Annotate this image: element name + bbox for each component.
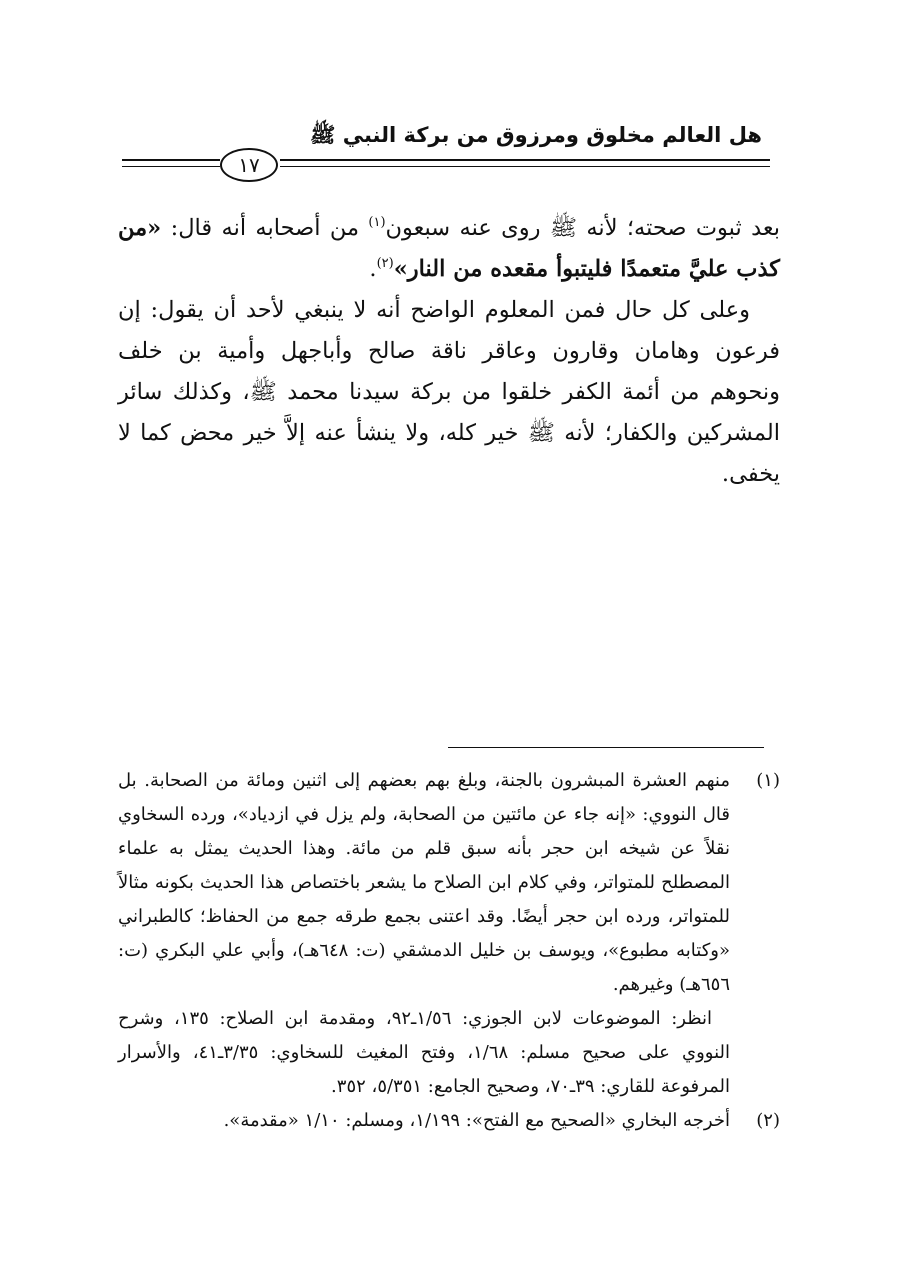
paragraph-1-text-a: بعد ثبوت صحته؛ لأنه ﷺ روى عنه سبعون [385, 215, 780, 241]
footnote-1 [118, 764, 780, 1104]
running-title: هل العالم مخلوق ومرزوق من بركة النبي ﷺ [310, 123, 762, 147]
paragraph-1-text-b: من أصحابه أنه قال: [170, 215, 369, 241]
footnote-ref-1[interactable]: (١) [368, 215, 386, 230]
header-rule-bottom-right [280, 166, 770, 167]
footnote-2-number: (٢) [756, 1110, 780, 1131]
paragraph-2: وعلى كل حال فمن المعلوم الواضح أنه لا ينبغي لأحد أن يقول: إن فرعون وهامان وقارون وعاقر ناقة صالح وأباجهل وأمية بن خلف ونحوهم من أئمة الكفر خلقوا من بركة سيدنا محمد ﷺ، وكذلك سائر المشركين والكفار؛ لأنه ﷺ خير كله، ولا ينشأ عنه إلاَّ خير محض كما لا يخفى. [118, 297, 780, 487]
footnote-1-text: منهم العشرة المبشرون بالجنة، وبلغ بهم بعضهم إلى اثنين ومائة من الصحابة. بل قال النووي: «إنه جاء عن مائتين من الصحابة، ولم يزل في ازدياد»، ورده السخاوي نقلاً عن شيخه ابن حجر بأنه سبق قلم من مائة. وهذا الحديث يمثل به علماء المصطلح للمتواتر، وفي كلام ابن الصلاح ما يشعر باختصاص هذا الحديث بكونه مثالاً للمتواتر، ورده ابن حجر أيضًا. وقد اعتنى بجمع طرقه جمع من الحفاظ؛ كالطبراني «وكتابه مطبوع»، ويوسف بن خليل الدمشقي (ت: ٦٤٨هـ)، وأبي علي البكري (ت: ٦٥٦هـ) وغيرهم. [118, 770, 730, 995]
footnote-2 [118, 1104, 780, 1138]
footnote-1-number: (١) [756, 770, 780, 791]
paragraph-1-end: . [369, 256, 377, 282]
footnote-ref-2[interactable]: (٢) [376, 256, 394, 271]
header-rule-bottom-left [122, 166, 220, 167]
footnote-1-sources: انظر: الموضوعات لابن الجوزي: ١/٥٦ـ٩٢، ومقدمة ابن الصلاح: ١٣٥، وشرح النووي على صحيح مسلم: ١/٦٨، وفتح المغيث للسخاوي: ٣/٣٥ـ٤١، والأسرار المرفوعة للقاري: ٣٩ـ٧٠، وصحيح الجامع: ٥/٣٥١، ٣٥٢. [118, 1008, 731, 1097]
main-text [118, 208, 780, 495]
paragraph-1 [118, 208, 780, 290]
header-rule-top-left [122, 159, 220, 161]
hadith-quote: «من كذب عليَّ متعمدًا فليتبوأ مقعده من النار» [118, 215, 780, 282]
header-rule-top-right [280, 159, 770, 161]
footnote-separator [448, 747, 764, 748]
footnotes [118, 764, 780, 1138]
page-number: ١٧ [220, 148, 278, 182]
footnote-2-text: أخرجه البخاري «الصحيح مع الفتح»: ١/١٩٩، ومسلم: ١/١٠ «مقدمة». [223, 1110, 730, 1131]
